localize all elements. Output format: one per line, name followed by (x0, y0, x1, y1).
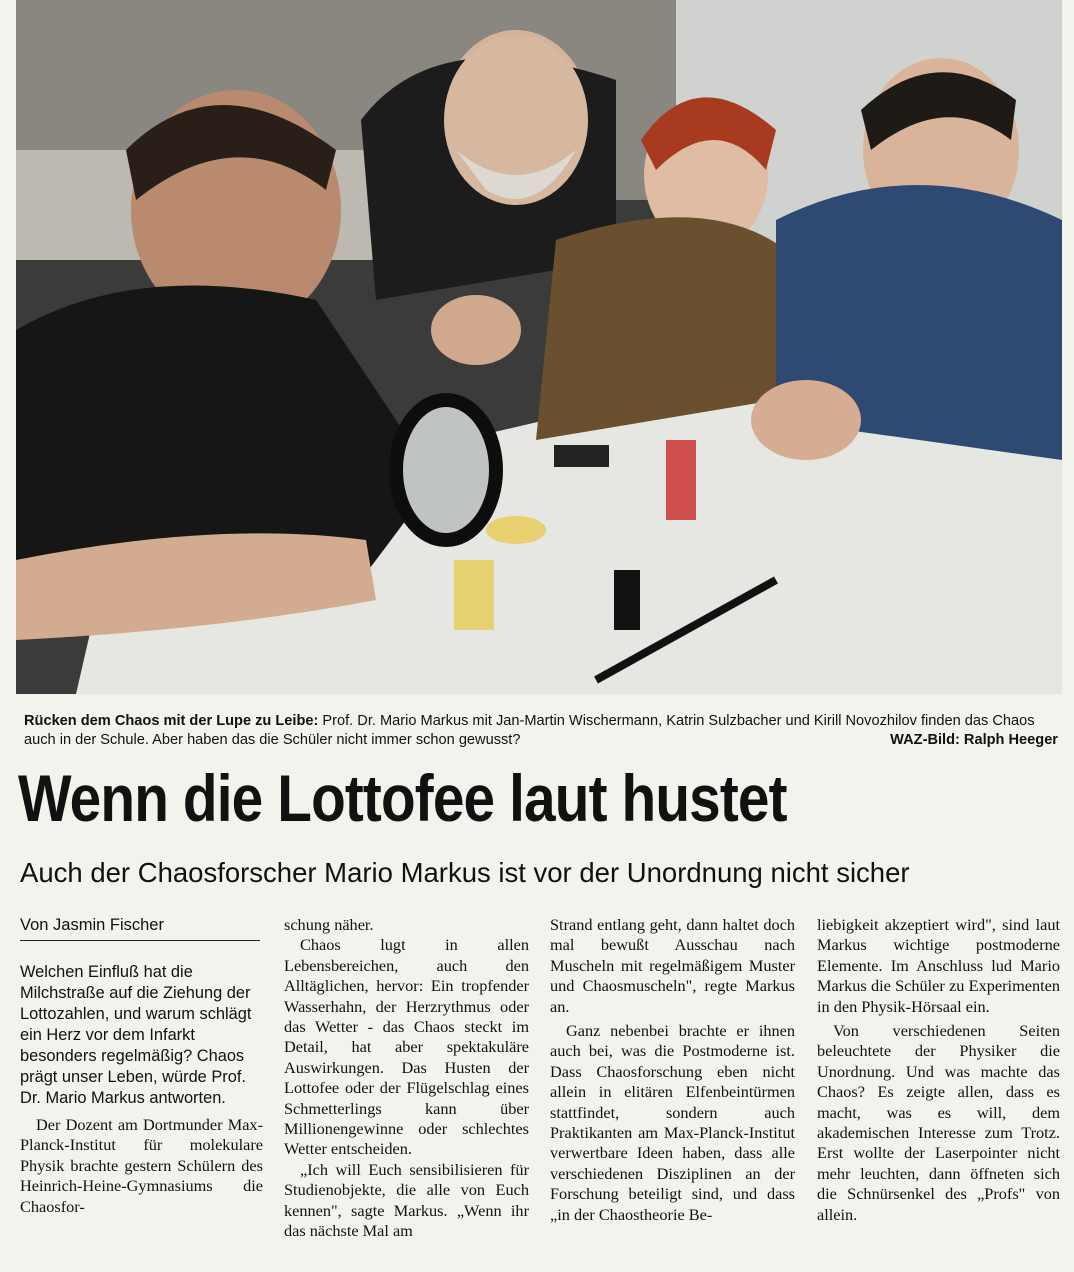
column-paragraph: Der Dozent am Dortmunder Max-Planck-Institut für molekulare Physik brachte gestern Schülern des Heinrich-Heine-Gymnasiums die Chaosfor- (20, 1115, 263, 1216)
subheadline: Auch der Chaosforscher Mario Markus ist vor der Unordnung nicht sicher (20, 857, 910, 888)
article-column-3 (550, 915, 795, 1225)
column-paragraph: Ganz nebenbei brachte er ihnen auch bei, was die Postmoderne ist. Dass Chaosforschung eben nicht allein in elitären Elfenbeintürmen stattfindet, sondern auch Praktikanten am Max-Planck-Institut verwertbare Ideen haben, dass alle verschiedenen Disziplinen an der Forschung beteiligt sind, und dass „in der Chaostheorie Be- (550, 1021, 795, 1224)
intro-paragraph: Welchen Einfluß hat die Milchstraße auf die Ziehung der Lottozahlen, und warum schlägt ein Herz vor dem Infarkt besonders regelmäßig? Chaos prägt unser Leben, würde Prof. Dr. Mario Markus antworten. (20, 963, 252, 1107)
article-column-1 (20, 962, 263, 1217)
caption-text: Prof. Dr. Mario Markus mit Jan-Martin Wischermann, Katrin Sulzbacher und Kirill Novozhilov finden das Chaos auch in der Schule. Aber haben das die Schüler nicht immer schon gewusst? (24, 713, 1035, 748)
article-photo (16, 0, 1062, 694)
column-paragraph: „Ich will Euch sensibilisieren für Studienobjekte, die alle von Euch kennen", sagte Markus. „Wenn ihr das nächste Mal am (284, 1159, 529, 1241)
byline: Von Jasmin Fischer (20, 916, 164, 934)
photo-credit: WAZ-Bild: Ralph Heeger (890, 732, 1058, 748)
byline-divider (20, 940, 260, 941)
column-paragraph: Chaos lugt in allen Lebensbereichen, auch den Alltäglichen, hervor: Ein tropfender Wasserhahn, der Herzrythmus oder das Wetter - das Chaos steckt im Detail, hat aber spektakuläre Auswirkungen. Das Husten der Lottofee oder der Flügelschlag eines Schmetterlings kann über Millionengewinne oder schlechtes Wetter entscheiden. (284, 935, 529, 1159)
caption-lead: Rücken dem Chaos mit der Lupe zu Leibe: (24, 713, 319, 729)
column-paragraph: liebigkeit akzeptiert wird", sind laut Markus wichtige postmoderne Elemente. Im Anschluss lud Mario Markus die Schüler zu Experimenten in den Physik-Hörsaal ein. (817, 915, 1060, 1016)
photo-caption (24, 712, 1058, 750)
photo-illustration (16, 0, 1062, 694)
article-column-2 (284, 915, 529, 1242)
headline: Wenn die Lottofee laut hustet (18, 761, 787, 835)
article-column-4 (817, 915, 1060, 1225)
column-paragraph: Von verschiedenen Seiten beleuchtete der Physiker die Unordnung. Und was machte das Chaos? Es zeigte allen, dass es macht, was es will, dem akademischen Interesse zum Trotz. Erst wollte der Laserpointer nicht mehr leuchten, dann öffneten sich die Schnürsenkel des „Profs" von allein. (817, 1021, 1060, 1224)
column-paragraph: Strand entlang geht, dann haltet doch mal bewußt Ausschau nach Muscheln mit regelmäßigem Muster und Chaosmuscheln", regte Markus an. (550, 915, 795, 1016)
column-paragraph: schung näher. (284, 915, 374, 934)
